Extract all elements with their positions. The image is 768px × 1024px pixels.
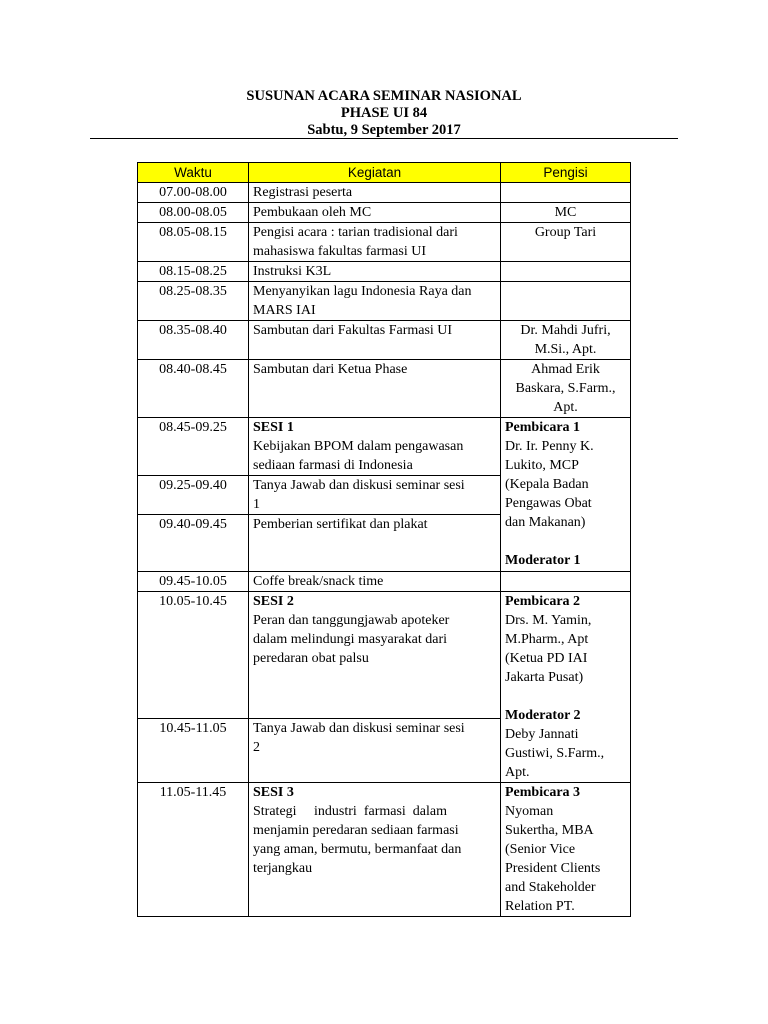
activity-cell xyxy=(249,282,501,321)
session-label: SESI 3 xyxy=(253,785,294,800)
activity-line: Instruksi K3L xyxy=(253,264,332,279)
table-row xyxy=(138,262,631,282)
speaker-line: (Senior Vice xyxy=(505,842,576,857)
activity-line: dalam melindungi masyarakat dari xyxy=(253,632,447,647)
spacer xyxy=(505,687,626,706)
table-row xyxy=(138,223,631,262)
speaker-cell-sesi-1 xyxy=(501,418,631,572)
document-title: SUSUNAN ACARA SEMINAR NASIONAL xyxy=(246,88,522,104)
activity-cell xyxy=(249,418,501,476)
activity-cell xyxy=(249,718,501,782)
activity-cell xyxy=(249,203,501,223)
time-cell: 09.25-09.40 xyxy=(138,476,249,515)
table-row xyxy=(138,183,631,203)
speaker-line: Relation PT. xyxy=(505,899,575,914)
activity-line: peredaran obat palsu xyxy=(253,651,369,666)
column-header-kegiatan: Kegiatan xyxy=(249,163,501,183)
activity-line: Kebijakan BPOM dalam pengawasan xyxy=(253,439,464,454)
table-row xyxy=(138,203,631,223)
time-cell: 10.45-11.05 xyxy=(138,718,249,782)
table-row xyxy=(138,360,631,418)
activity-line: Peran dan tanggungjawab apoteker xyxy=(253,613,450,628)
speaker-line: dan Makanan) xyxy=(505,515,586,530)
pengisi-cell xyxy=(501,203,631,223)
time-cell: 08.00-08.05 xyxy=(138,203,249,223)
activity-line: yang aman, bermutu, bermanfaat dan xyxy=(253,842,462,857)
time-cell: 08.05-08.15 xyxy=(138,223,249,262)
column-header-pengisi: Pengisi xyxy=(501,163,631,183)
activity-line: Menyanyikan lagu Indonesia Raya dan xyxy=(253,284,472,299)
spacer xyxy=(505,532,626,551)
moderator-heading: Moderator 2 xyxy=(505,708,581,723)
activity-line: Strategi industri farmasi dalam xyxy=(253,804,448,819)
pengisi-cell xyxy=(501,572,631,592)
speaker-line: M.Pharm., Apt xyxy=(505,632,589,647)
table-row xyxy=(138,572,631,592)
speaker-line: (Kepala Badan xyxy=(505,477,589,492)
time-cell: 07.00-08.00 xyxy=(138,183,249,203)
pengisi-cell xyxy=(501,282,631,321)
speaker-cell-sesi-3 xyxy=(501,783,631,917)
activity-line: sediaan farmasi di Indonesia xyxy=(253,458,413,473)
activity-cell xyxy=(249,262,501,282)
activity-cell xyxy=(249,783,501,917)
schedule-table xyxy=(137,162,631,917)
activity-line: terjangkau xyxy=(253,861,313,876)
pengisi-cell xyxy=(501,183,631,203)
speaker-heading: Pembicara 3 xyxy=(505,785,581,800)
pengisi-line: Apt. xyxy=(553,400,578,415)
pengisi-cell xyxy=(501,262,631,282)
activity-line: Tanya Jawab dan diskusi seminar sesi xyxy=(253,720,465,736)
table-row xyxy=(138,321,631,360)
activity-line: Tanya Jawab dan diskusi seminar sesi xyxy=(253,478,465,493)
table-row xyxy=(138,282,631,321)
speaker-line: (Ketua PD IAI xyxy=(505,651,588,666)
session-label: SESI 2 xyxy=(253,594,294,609)
speaker-line: President Clients xyxy=(505,861,601,876)
activity-cell xyxy=(249,476,501,515)
speaker-cell-sesi-2 xyxy=(501,592,631,783)
activity-line: Sambutan dari Fakultas Farmasi UI xyxy=(253,323,453,338)
moderator-heading: Moderator 1 xyxy=(505,553,581,568)
activity-line: Pengisi acara : tarian tradisional dari xyxy=(253,225,458,240)
document-subtitle: PHASE UI 84 xyxy=(340,105,428,121)
activity-cell xyxy=(249,592,501,719)
time-cell: 08.15-08.25 xyxy=(138,262,249,282)
time-cell: 09.40-09.45 xyxy=(138,515,249,572)
moderator-line: Gustiwi, S.Farm., xyxy=(505,746,605,761)
time-cell: 10.05-10.45 xyxy=(138,592,249,719)
pengisi-line: Group Tari xyxy=(534,225,597,240)
activity-line: Pembukaan oleh MC xyxy=(253,205,372,220)
activity-cell xyxy=(249,183,501,203)
time-cell: 08.35-08.40 xyxy=(138,321,249,360)
activity-line: Registrasi peserta xyxy=(253,185,353,200)
speaker-line: Dr. Ir. Penny K. xyxy=(505,439,594,454)
activity-cell xyxy=(249,360,501,418)
activity-cell xyxy=(249,515,501,572)
pengisi-cell xyxy=(501,223,631,262)
activity-line: Sambutan dari Ketua Phase xyxy=(253,362,408,377)
speaker-heading: Pembicara 2 xyxy=(505,594,581,609)
speaker-line: Drs. M. Yamin, xyxy=(505,613,592,628)
column-header-waktu: Waktu xyxy=(138,163,249,183)
speaker-line: Jakarta Pusat) xyxy=(505,670,584,685)
activity-cell xyxy=(249,223,501,262)
speaker-line: Sukertha, MBA xyxy=(505,823,594,838)
moderator-line: Deby Jannati xyxy=(505,727,579,742)
table-row xyxy=(138,783,631,917)
speaker-line: Pengawas Obat xyxy=(505,496,592,511)
table-row xyxy=(138,592,631,719)
activity-line: MARS IAI xyxy=(253,303,316,318)
activity-line: menjamin peredaran sediaan farmasi xyxy=(253,823,459,838)
table-header-row xyxy=(138,163,631,183)
session-label: SESI 1 xyxy=(253,420,294,435)
time-cell: 11.05-11.45 xyxy=(138,783,249,917)
activity-line: 1 xyxy=(253,497,260,512)
pengisi-cell xyxy=(501,321,631,360)
time-cell: 08.45-09.25 xyxy=(138,418,249,476)
table-row xyxy=(138,418,631,476)
speaker-heading: Pembicara 1 xyxy=(505,420,581,435)
speaker-line: and Stakeholder xyxy=(505,880,596,895)
pengisi-line: MC xyxy=(554,205,577,220)
pengisi-line: Baskara, S.Farm., xyxy=(515,381,616,396)
document-date: Sabtu, 9 September 2017 xyxy=(307,122,461,138)
pengisi-cell xyxy=(501,360,631,418)
activity-cell xyxy=(249,572,501,592)
time-cell: 08.40-08.45 xyxy=(138,360,249,418)
document-header xyxy=(90,88,678,139)
speaker-line: Lukito, MCP xyxy=(505,458,579,473)
activity-line: Coffe break/snack time xyxy=(253,574,384,589)
activity-cell xyxy=(249,321,501,360)
activity-line: 2 xyxy=(253,739,260,755)
time-cell: 08.25-08.35 xyxy=(138,282,249,321)
pengisi-line: Dr. Mahdi Jufri, xyxy=(520,323,611,338)
activity-line: mahasiswa fakultas farmasi UI xyxy=(253,244,426,259)
activity-line: Pemberian sertifikat dan plakat xyxy=(253,517,428,532)
header-divider xyxy=(90,138,678,139)
pengisi-line: Ahmad Erik xyxy=(531,362,600,377)
speaker-line: Nyoman xyxy=(505,804,554,819)
time-cell: 09.45-10.05 xyxy=(138,572,249,592)
pengisi-line: M.Si., Apt. xyxy=(534,342,597,357)
moderator-line: Apt. xyxy=(505,765,530,780)
